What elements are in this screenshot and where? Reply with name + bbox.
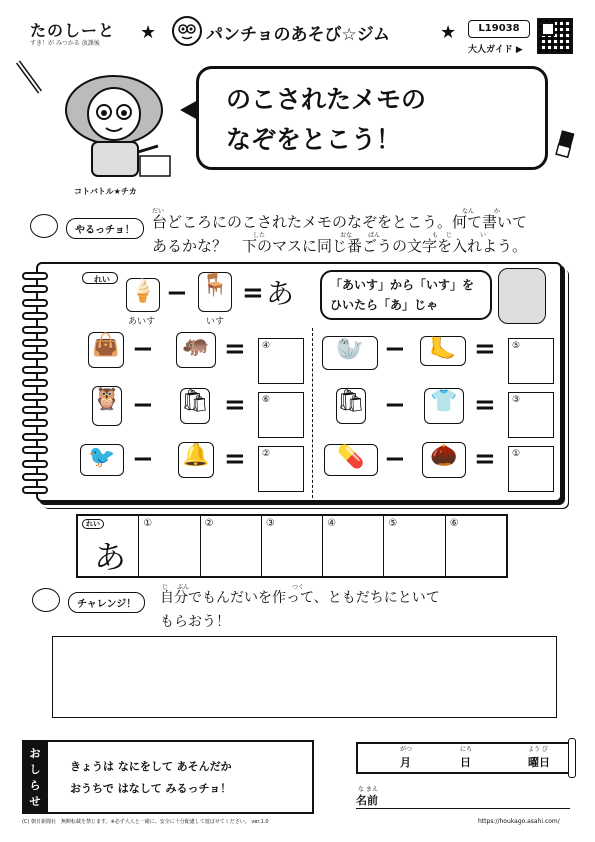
- challenge-write-area[interactable]: [52, 636, 557, 718]
- chestnut-icon: 🌰: [422, 442, 466, 478]
- spiral-ring: [22, 326, 48, 334]
- equals-sign: =: [474, 334, 496, 364]
- spiral-ring: [22, 299, 48, 307]
- answer-table-example-cell: [78, 516, 138, 576]
- hint-bubble: [320, 270, 492, 320]
- binder-clip-icon: [568, 738, 576, 778]
- weekday-label: 曜日: [528, 756, 550, 769]
- notice-label: [22, 740, 48, 814]
- spiral-ring: [22, 460, 48, 468]
- answer-box[interactable]: [508, 338, 554, 384]
- sparrow-icon: 🐦: [80, 444, 124, 476]
- spiral-ring: [22, 285, 48, 293]
- copyright-notice: (C) 朝日新聞社 無断転載を禁じます。※必ず大人と一緒に、安全に十分配慮して遊ばせてください。 ver.1.0: [22, 819, 269, 825]
- ruby-text: した: [253, 232, 266, 239]
- minus-sign: −: [384, 390, 406, 420]
- spiral-ring: [22, 446, 48, 454]
- qr-code-icon[interactable]: [537, 18, 573, 54]
- month-label: 月: [400, 756, 411, 769]
- brand-subtitle: すき！が みつかる 放課後: [30, 40, 100, 47]
- brand-logo: たのしーと: [30, 21, 116, 40]
- chika-character-illustration: [54, 70, 174, 182]
- answer-box-number: ③: [512, 395, 521, 405]
- spiral-ring: [22, 406, 48, 414]
- ruby-text: よう び: [528, 746, 548, 753]
- page-title-line2: なぞをとこう！: [226, 125, 402, 154]
- spiral-ring: [22, 312, 48, 320]
- challenge-tag: チャレンジ！: [68, 592, 145, 613]
- spiral-ring: [22, 433, 48, 441]
- ruby-text: つく: [292, 584, 305, 591]
- pancho-face-icon: [32, 588, 60, 612]
- answer-box[interactable]: [258, 446, 304, 492]
- paper-bag-icon: 🛍: [180, 388, 210, 424]
- notice-label-text: お し ら せ: [29, 747, 41, 808]
- answer-box[interactable]: [258, 392, 304, 438]
- column-divider: [312, 328, 313, 498]
- spiral-ring: [22, 272, 48, 280]
- answer-table-example-char: あ: [94, 538, 127, 576]
- medicine-icon: 💊: [324, 444, 378, 476]
- notice-line2: おうちで はなして みるっチョ！: [70, 782, 232, 795]
- adult-guide-link[interactable]: 大人ガイド ▶: [468, 45, 523, 55]
- sea-lion-icon: 🦭: [322, 336, 378, 370]
- ruby-text: だい: [152, 208, 165, 215]
- answer-cell[interactable]: ⑥: [445, 516, 506, 576]
- pancho-face-icon: [172, 16, 202, 46]
- answer-box[interactable]: [508, 446, 554, 492]
- ruby-text: にち: [460, 746, 473, 753]
- spiral-ring: [22, 379, 48, 387]
- ruby-text: か: [494, 208, 501, 215]
- answer-table: [76, 514, 508, 578]
- ruby-text: ぶん: [177, 584, 190, 591]
- minus-sign: −: [166, 278, 188, 308]
- spiral-ring: [22, 419, 48, 427]
- ruby-text: がつ: [400, 746, 413, 753]
- bell-icon: 🔔: [178, 442, 214, 478]
- foot-icon: 🦶: [420, 336, 466, 366]
- paper-bag-icon: 🛍: [336, 388, 366, 424]
- name-field[interactable]: [356, 808, 570, 809]
- equals-sign: =: [224, 390, 246, 420]
- answer-cell[interactable]: ①: [138, 516, 199, 576]
- spiral-ring: [22, 366, 48, 374]
- answer-table-tag: れい: [82, 519, 104, 529]
- example-tag: れい: [94, 275, 110, 284]
- instruction-tag: やるっチョ！: [66, 218, 144, 239]
- star-icon: ★: [140, 22, 157, 43]
- answer-box-number: ④: [262, 341, 271, 351]
- equals-sign: =: [474, 390, 496, 420]
- answer-box-number: ①: [512, 449, 521, 459]
- example-left-label: あいす: [128, 317, 156, 327]
- ruby-text: い: [480, 232, 487, 239]
- ruby-text: な まえ: [358, 786, 378, 793]
- name-label: 名前: [356, 794, 378, 807]
- answer-cell[interactable]: ③: [261, 516, 322, 576]
- spiral-ring: [22, 352, 48, 360]
- ruby-text: なん: [462, 208, 475, 215]
- equals-sign: =: [224, 334, 246, 364]
- pencil-icon: [14, 58, 44, 98]
- equals-sign: =: [242, 278, 264, 308]
- hippo-icon: 🦛: [176, 332, 216, 368]
- bag-icon: 👜: [88, 332, 124, 368]
- page-title-line1: のこされたメモの: [226, 85, 427, 114]
- owl-icon: 🦉: [92, 386, 122, 426]
- ruby-text: じ: [162, 584, 169, 591]
- hint-line2: ひいたら「あ」じゃ: [330, 298, 439, 312]
- spiral-ring: [22, 473, 48, 481]
- eraser-icon: [555, 130, 577, 160]
- bubble-tail: [180, 100, 198, 120]
- hint-line1: 「あいす」から「いす」を: [330, 278, 475, 292]
- minus-sign: −: [132, 334, 154, 364]
- challenge-line2: もらおう！: [160, 614, 230, 630]
- answer-box-number: ⑤: [512, 341, 521, 351]
- minus-sign: −: [132, 444, 154, 474]
- answer-cell[interactable]: ④: [322, 516, 383, 576]
- challenge-line1: 自分でもんだいを作って、ともだちにといて: [160, 590, 440, 606]
- star-icon: ★: [440, 22, 457, 43]
- spiral-ring: [22, 486, 48, 494]
- spiral-ring: [22, 339, 48, 347]
- ruby-text: も: [432, 232, 439, 239]
- equals-sign: =: [224, 444, 246, 474]
- day-label: 日: [460, 756, 471, 769]
- pancho-character-illustration: [498, 268, 546, 324]
- example-answer: あ: [266, 277, 295, 310]
- instruction-line2: あるかな？ 下のマスに同じ番ごうの文字を入れよう。: [152, 237, 528, 255]
- worksheet-code: L19038: [468, 20, 530, 38]
- spiral-ring: [22, 393, 48, 401]
- site-url[interactable]: https://houkago.asahi.com/: [478, 818, 560, 825]
- pancho-face-icon: [30, 214, 58, 238]
- notice-message: [70, 756, 232, 800]
- character-caption: コトバトル★チカ: [74, 187, 137, 196]
- instruction-line1: 台どころにのこされたメモのなぞをとこう。何て書いて: [152, 213, 528, 231]
- equals-sign: =: [474, 444, 496, 474]
- series-title: パンチョのあそび☆ジム: [206, 25, 391, 45]
- notice-line1: きょうは なにをして あそんだか: [70, 760, 232, 773]
- ice-cream-icon: 🍦: [126, 278, 160, 312]
- answer-cell[interactable]: ⑤: [383, 516, 444, 576]
- shirt-icon: 👕: [424, 388, 464, 424]
- example-right-label: いす: [206, 317, 225, 327]
- minus-sign: −: [132, 390, 154, 420]
- answer-box-number: ②: [262, 449, 271, 459]
- ruby-text: おな: [340, 232, 353, 239]
- answer-box-number: ⑥: [262, 395, 271, 405]
- answer-cell[interactable]: ②: [200, 516, 261, 576]
- ruby-text: じ: [446, 232, 453, 239]
- ruby-text: ばん: [368, 232, 381, 239]
- minus-sign: −: [384, 444, 406, 474]
- chair-icon: 🪑: [198, 272, 232, 312]
- minus-sign: −: [384, 334, 406, 364]
- answer-box[interactable]: [258, 338, 304, 384]
- answer-box[interactable]: [508, 392, 554, 438]
